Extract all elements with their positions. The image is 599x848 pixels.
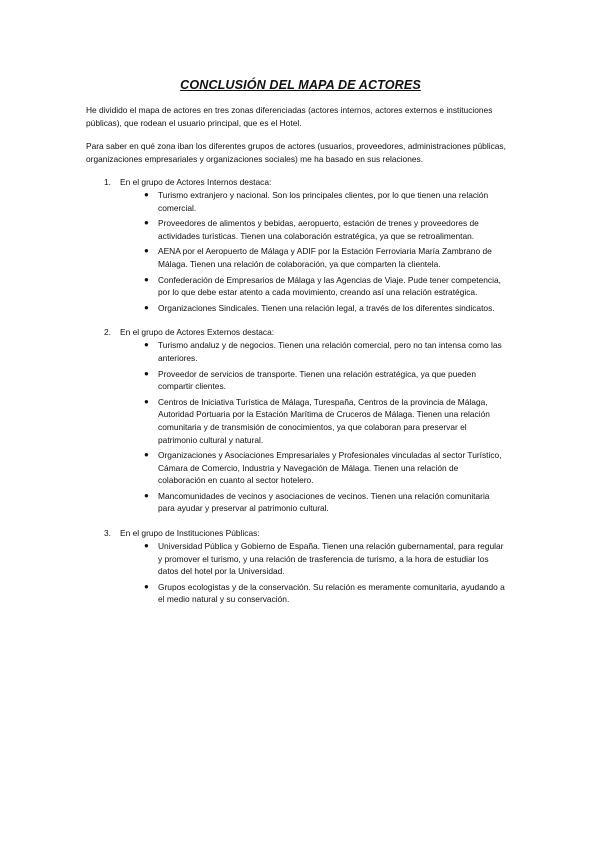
list-item <box>144 368 515 393</box>
list-item <box>144 245 515 270</box>
section-heading-text: En el grupo de Instituciones Públicas: <box>120 528 260 539</box>
section-external-actors <box>86 326 515 515</box>
list-item-text: Universidad Pública y Gobierno de España. Tienen una relación gubernamental, para regular y promover el turismo, y una relación de trasferencia de turismo, a la hora de estudiar los datos del hotel por la Universidad. <box>158 541 504 577</box>
list-item <box>144 274 515 299</box>
list-item-text: Turismo andaluz y de negocios. Tienen una relación comercial, pero no tan intensa como las anteriores. <box>158 340 502 363</box>
section-number: 2. <box>104 327 111 338</box>
section-internal-actors <box>86 176 515 314</box>
list-item-text: AENA por el Aeropuerto de Málaga y ADIF por la Estación Ferroviaria María Zambrano de Málaga. Tienen una relación de colaboración, ya que comparten la clientela. <box>158 246 492 269</box>
list-item-text: Proveedor de servicios de transporte. Tienen una relación estratégica, ya que pueden compartir clientes. <box>158 368 476 392</box>
bullet-icon: ● <box>144 190 149 199</box>
intro-paragraph-1: He dividido el mapa de actores en tres zonas diferenciadas (actores internos, actores externos e instituciones públicas), que rodean el usuario principal, que es el Hotel. <box>86 105 493 128</box>
section-heading <box>86 527 515 540</box>
bullet-icon: ● <box>144 541 149 551</box>
bullet-list <box>86 540 515 606</box>
list-item <box>144 396 515 446</box>
bullet-icon: ● <box>144 302 149 312</box>
document-title: CONCLUSIÓN DEL MAPA DE ACTORES <box>180 78 421 92</box>
list-item <box>144 339 515 364</box>
section-heading-text: En el grupo de Actores Externos destaca: <box>120 327 275 338</box>
bullet-icon: ● <box>144 450 149 460</box>
bullet-icon: ● <box>144 490 149 500</box>
list-item-text: Mancomunidades de vecinos y asociaciones de vecinos. Tienen una relación comunitaria para ayudar y preservar al patrimonio cultural. <box>158 490 490 514</box>
intro-paragraph-2: Para saber en qué zona iban los diferentes grupos de actores (usuarios, proveedores, administraciones públicas, organizaciones empresariales y organizaciones sociales) me ha basado en sus relaciones. <box>86 141 506 164</box>
list-item-text: Grupos ecologistas y de la conservación. Su relación es meramente comunitaria, ayudando a el medio natural y su conservación. <box>158 581 505 605</box>
bullet-icon: ● <box>144 396 149 406</box>
list-item <box>144 490 515 515</box>
bullet-list <box>86 339 515 515</box>
bullet-icon: ● <box>144 218 149 228</box>
bullet-icon: ● <box>144 340 149 350</box>
bullet-icon: ● <box>144 246 149 256</box>
bullet-icon: ● <box>144 274 149 284</box>
list-item-text: Organizaciones y Asociaciones Empresariales y Profesionales vinculadas al sector Turístico, Cámara de Comercio, Industria y Navegación de Málaga. Tienen una relación de colaboración en cuanto al sector hotelero. <box>158 450 502 486</box>
section-public-institutions <box>86 527 515 606</box>
section-number: 1. <box>104 177 111 187</box>
list-item <box>144 217 515 242</box>
bullet-icon: ● <box>144 368 149 378</box>
list-item <box>144 302 515 315</box>
section-heading-text: En el grupo de Actores Internos destaca: <box>120 177 272 187</box>
list-item <box>144 449 515 487</box>
list-item-text: Centros de Iniciativa Turística de Málaga, Turespaña, Centros de la provincia de Málaga, Autoridad Portuaria por la Estación Marítima de Cruceros de Málaga. Tienen una relación comunitaria y de transmisión de conocimientos, ya que colaboran para preservar el patrimonio cultural y natural. <box>158 396 490 445</box>
bullet-icon: ● <box>144 581 149 591</box>
list-item <box>144 581 515 606</box>
bullet-list <box>86 189 515 314</box>
section-number: 3. <box>104 528 111 539</box>
list-item <box>144 189 515 214</box>
list-item-text: Organizaciones Sindicales. Tienen una relación legal, a través de los diferentes sindicatos. <box>158 302 495 313</box>
section-heading <box>86 176 515 189</box>
section-heading <box>86 326 515 339</box>
list-item-text: Proveedores de alimentos y bebidas, aeropuerto, estación de trenes y proveedores de actividades turísticas. Tienen una colaboración estratégica, ya que se retroalimentan. <box>158 218 479 241</box>
list-item-text: Confederación de Empresarios de Málaga y las Agencias de Viaje. Pude tener competencia, por lo que debe estar atento a cada movimiento, creando así una relación estratégica. <box>158 274 501 298</box>
list-item-text: Turismo extranjero y nacional. Son los principales clientes, por lo que tienen una relación comercial. <box>158 190 489 213</box>
list-item <box>144 540 515 578</box>
